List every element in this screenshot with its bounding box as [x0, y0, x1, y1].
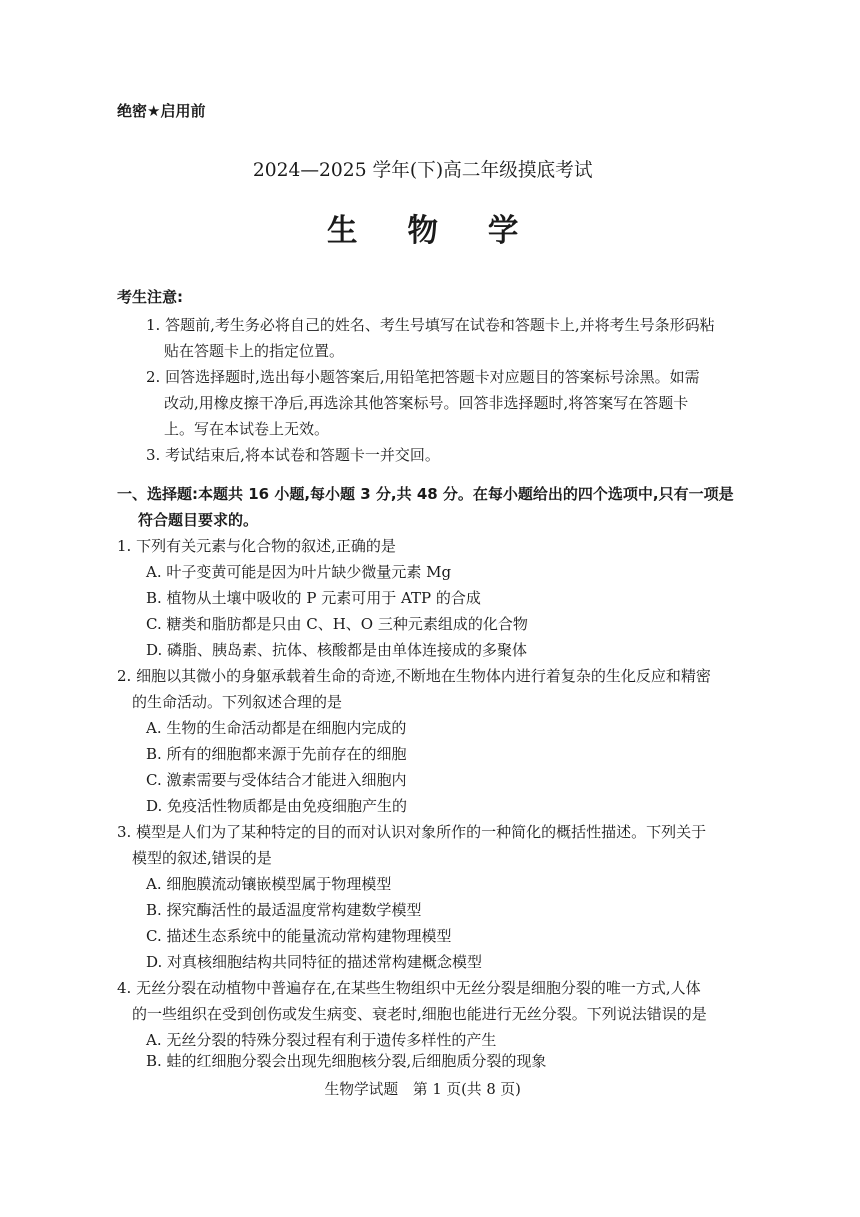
- confidential-label: 绝密★启用前: [117, 102, 206, 120]
- question-1-option-d: D. 磷脂、胰岛素、抗体、核酸都是由单体连接成的多聚体: [146, 641, 528, 659]
- page-footer: 生物学试题 第 1 页(共 8 页): [324, 1080, 521, 1098]
- question-3-option-a: A. 细胞膜流动镶嵌模型属于物理模型: [146, 875, 392, 893]
- question-2-stem: 2. 细胞以其微小的身躯承载着生命的奇迹,不断地在生物体内进行着复杂的生化反应和精密: [117, 667, 711, 685]
- question-2-stem-cont: 的生命活动。下列叙述合理的是: [132, 693, 343, 711]
- question-2-option-d: D. 免疫活性物质都是由免疫细胞产生的: [146, 797, 408, 815]
- question-1-option-a: A. 叶子变黄可能是因为叶片缺少微量元素 Mg: [146, 563, 452, 581]
- notice-item-1: 1. 答题前,考生务必将自己的姓名、考生号填写在试卷和答题卡上,并将考生号条形码粘: [146, 316, 715, 334]
- notice-item-1-cont: 贴在答题卡上的指定位置。: [164, 342, 345, 360]
- notice-item-2-cont2: 上。写在本试卷上无效。: [164, 420, 330, 438]
- notice-item-2-cont: 改动,用橡皮擦干净后,再选涂其他答案标号。回答非选择题时,将答案写在答题卡: [164, 394, 689, 412]
- question-3-option-d: D. 对真核细胞结构共同特征的描述常构建概念模型: [146, 953, 483, 971]
- subject-title: 生 物 学: [327, 213, 538, 249]
- question-3-option-b: B. 探究酶活性的最适温度常构建数学模型: [146, 901, 422, 919]
- question-1-option-c: C. 糖类和脂肪都是只由 C、H、O 三种元素组成的化合物: [146, 615, 528, 633]
- notice-item-2: 2. 回答选择题时,选出每小题答案后,用铅笔把答题卡对应题目的答案标号涂黑。如需: [146, 368, 700, 386]
- section-heading-cont: 符合题目要求的。: [138, 511, 259, 529]
- question-1-stem: 1. 下列有关元素与化合物的叙述,正确的是: [117, 537, 396, 555]
- question-3-stem: 3. 模型是人们为了某种特定的目的而对认识对象所作的一种简化的概括性描述。下列关于: [117, 823, 707, 841]
- notice-item-3: 3. 考试结束后,将本试卷和答题卡一并交回。: [146, 446, 440, 464]
- question-3-option-c: C. 描述生态系统中的能量流动常构建物理模型: [146, 927, 452, 945]
- question-4-option-b: B. 蛙的红细胞分裂会出现先细胞核分裂,后细胞质分裂的现象: [146, 1052, 547, 1070]
- question-2-option-b: B. 所有的细胞都来源于先前存在的细胞: [146, 745, 407, 763]
- notice-heading: 考生注意:: [117, 288, 183, 306]
- question-3-stem-cont: 模型的叙述,错误的是: [132, 849, 272, 867]
- question-2-option-c: C. 激素需要与受体结合才能进入细胞内: [146, 771, 407, 789]
- question-4-option-a: A. 无丝分裂的特殊分裂过程有利于遗传多样性的产生: [146, 1031, 497, 1049]
- exam-title: 2024—2025 学年(下)高二年级摸底考试: [252, 159, 593, 181]
- question-2-option-a: A. 生物的生命活动都是在细胞内完成的: [146, 719, 407, 737]
- question-4-stem: 4. 无丝分裂在动植物中普遍存在,在某些生物组织中无丝分裂是细胞分裂的唯一方式,人体: [117, 979, 701, 997]
- question-1-option-b: B. 植物从土壤中吸收的 P 元素可用于 ATP 的合成: [146, 589, 481, 607]
- question-4-stem-cont: 的一些组织在受到创伤或发生病变、衰老时,细胞也能进行无丝分裂。下列说法错误的是: [132, 1005, 707, 1023]
- section-heading: 一、选择题:本题共 16 小题,每小题 3 分,共 48 分。在每小题给出的四个选项中,只有一项是: [117, 485, 734, 503]
